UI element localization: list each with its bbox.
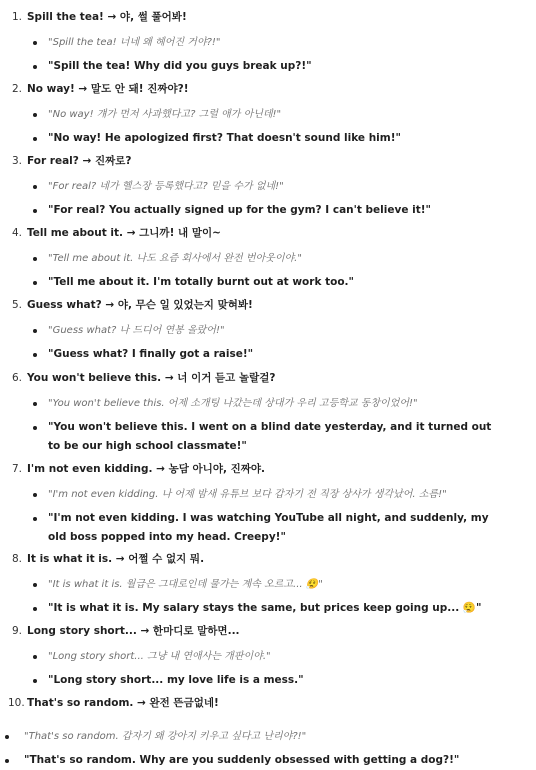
korean-example: "It is what it is. 월급은 그대로인데 물가는 계속 오르고... 😮‍💨" — [48, 579, 323, 590]
item-phrase: You won't believe this. → 너 이거 듣고 놀랄걸? — [27, 372, 276, 384]
english-example: "Long story short... my love life is a mess." — [48, 674, 304, 686]
english-example: "Guess what? I finally got a raise!" — [48, 348, 254, 360]
english-example: "I'm not even kidding. I was watching YouTube all night, and suddenly, my old boss popped into my head. Creepy!" — [48, 512, 489, 543]
bullet-icon — [33, 281, 37, 285]
korean-example: "Long story short... 그냥 내 연애사는 개판이야." — [48, 651, 271, 662]
item-phrase: It is what it is. → 어쩔 수 없지 뭐. — [27, 553, 205, 565]
korean-example: "No way! 걔가 먼저 사과했다고? 그럴 애가 아닌데!" — [48, 109, 282, 120]
item-number: 8. — [11, 553, 22, 565]
bullet-icon — [33, 426, 37, 430]
bullet-icon — [33, 607, 37, 611]
item-number: 10. — [8, 697, 25, 709]
item-phrase: Tell me about it. → 그니까! 내 말이~ — [27, 227, 221, 239]
bullet-icon — [33, 65, 37, 69]
item-number: 9. — [11, 625, 22, 637]
item-number: 3. — [11, 155, 22, 167]
item-number: 1. — [11, 11, 22, 23]
korean-example: "For real? 네가 헬스장 등록했다고? 믿을 수가 없네!" — [48, 181, 284, 192]
bullet-icon — [5, 735, 9, 739]
bullet-icon — [33, 185, 37, 189]
item-phrase: Spill the tea! → 야, 썰 풀어봐! — [27, 11, 187, 23]
bullet-icon — [33, 583, 37, 587]
item-number: 7. — [11, 463, 22, 475]
english-example: "Spill the tea! Why did you guys break up?!" — [48, 60, 312, 72]
bullet-icon — [5, 759, 9, 763]
bullet-icon — [33, 209, 37, 213]
item-phrase: That's so random. → 완전 뜬금없네! — [27, 697, 219, 709]
item-number: 6. — [11, 372, 22, 384]
item-number: 4. — [11, 227, 22, 239]
item-phrase: Guess what? → 야, 무슨 일 있었는지 맞혀봐! — [27, 299, 253, 311]
bullet-icon — [33, 679, 37, 683]
item-number: 5. — [11, 299, 22, 311]
item-number: 2. — [11, 83, 22, 95]
bullet-icon — [33, 329, 37, 333]
bullet-icon — [33, 257, 37, 261]
item-phrase: I'm not even kidding. → 농담 아니야, 진짜야. — [27, 463, 266, 475]
item-phrase: Long story short... → 한마디로 말하면... — [27, 625, 240, 637]
bullet-icon — [33, 41, 37, 45]
english-example: "Tell me about it. I'm totally burnt out at work too." — [48, 276, 354, 288]
korean-example: "Spill the tea! 너네 왜 헤어진 거야?!" — [48, 37, 221, 48]
bullet-icon — [33, 353, 37, 357]
english-example: "You won't believe this. I went on a blind date yesterday, and it turned out to be our high school classmate!" — [48, 421, 492, 452]
korean-example: "Guess what? 나 드디어 연봉 올랐어!" — [48, 325, 225, 336]
korean-example: "You won't believe this. 어제 소개팅 나갔는데 상대가 우리 고등학교 동창이었어!" — [48, 398, 418, 409]
english-example: "That's so random. Why are you suddenly obsessed with getting a dog?!" — [24, 754, 460, 766]
bullet-icon — [33, 655, 37, 659]
english-example: "It is what it is. My salary stays the same, but prices keep going up... 😮‍💨" — [48, 602, 482, 614]
bullet-icon — [33, 517, 37, 521]
item-phrase: No way! → 말도 안 돼! 진짜야?! — [27, 83, 189, 95]
bullet-icon — [33, 137, 37, 141]
bullet-icon — [33, 402, 37, 406]
english-example: "No way! He apologized first? That doesn't sound like him!" — [48, 132, 401, 144]
korean-example: "Tell me about it. 나도 요즘 회사에서 완전 번아웃이야." — [48, 253, 302, 264]
item-phrase: For real? → 진짜로? — [27, 155, 132, 167]
bullet-icon — [33, 113, 37, 117]
korean-example: "I'm not even kidding. 나 어제 밤새 유튜브 보다 갑자기 전 직장 상사가 생각났어. 소름!" — [48, 489, 447, 500]
bullet-icon — [33, 493, 37, 497]
english-example: "For real? You actually signed up for the gym? I can't believe it!" — [48, 204, 431, 216]
korean-example: "That's so random. 갑자기 왜 강아지 키우고 싶다고 난리야?!" — [24, 731, 307, 742]
